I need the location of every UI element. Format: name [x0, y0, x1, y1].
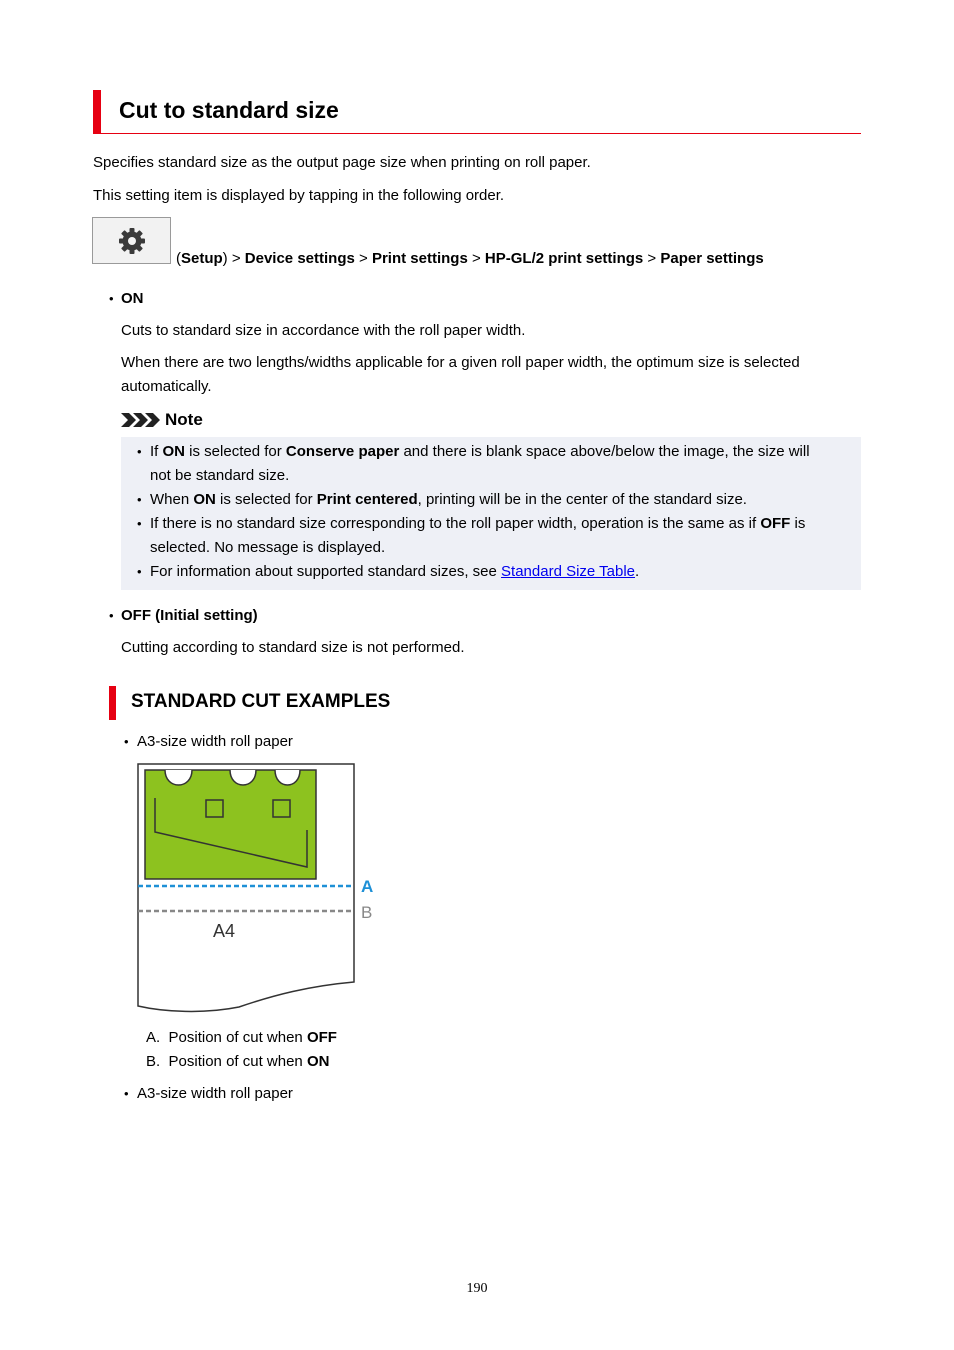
path-hpgl2-settings: HP-GL/2 print settings [484, 250, 644, 267]
path-paper-settings: Paper settings [660, 250, 764, 267]
path-setup: Setup [181, 250, 223, 267]
path-device-settings: Device settings [244, 250, 355, 267]
bullet: • [137, 516, 142, 531]
legend-b: B. Position of cut when ON [146, 1053, 330, 1070]
intro-line-2: This setting item is displayed by tapping in the following order. [93, 187, 505, 204]
note-item-3-cont: selected. No message is displayed. [150, 539, 386, 556]
page-title: Cut to standard size [119, 97, 339, 123]
example-item-1: A3-size width roll paper [137, 733, 293, 750]
settings-path: (Setup) > Device settings > Print settings > HP-GL/2 print settings > Paper settings [176, 250, 764, 267]
standard-size-table-link[interactable]: Standard Size Table [501, 563, 636, 580]
section-title: STANDARD CUT EXAMPLES [131, 691, 391, 712]
bullet: • [109, 291, 114, 306]
bullet: • [124, 734, 129, 749]
note-item-3: If there is no standard size corresponding to the roll paper width, operation is the same as if OFF is [150, 515, 806, 532]
option-on-desc-2b: automatically. [121, 378, 212, 395]
note-item-4: For information about supported standard sizes, see Standard Size Table. [150, 563, 640, 580]
note-item-1: If ON is selected for Conserve paper and there is blank space above/below the image, the size will [150, 443, 810, 460]
path-print-settings: Print settings [371, 250, 468, 267]
section-accent-bar [109, 686, 116, 720]
cut-example-figure [134, 760, 384, 1016]
note-item-1-cont: not be standard size. [150, 467, 290, 484]
bullet: • [124, 1086, 129, 1101]
bullet: • [137, 564, 142, 579]
bullet: • [137, 492, 142, 507]
note-chevrons-icon [121, 411, 161, 429]
option-off-desc: Cutting according to standard size is not performed. [121, 639, 465, 656]
label-b: B [361, 903, 373, 922]
intro-line-1: Specifies standard size as the output page size when printing on roll paper. [93, 154, 591, 171]
bullet: • [137, 444, 142, 459]
setup-button[interactable] [92, 217, 171, 264]
page-number: 190 [466, 1281, 488, 1296]
label-a: A [361, 877, 374, 896]
heading-underline [101, 133, 861, 134]
legend-a: A. Position of cut when OFF [146, 1029, 337, 1046]
heading-accent-bar [93, 90, 101, 134]
option-off-label: OFF (Initial setting) [121, 607, 258, 624]
option-on-desc-2a: When there are two lengths/widths applicable for a given roll paper width, the optimum size is selected [121, 354, 800, 371]
bullet: • [109, 608, 114, 623]
gear-icon [117, 226, 147, 256]
note-item-2: When ON is selected for Print centered, printing will be in the center of the standard size. [150, 491, 747, 508]
note-title: Note [121, 410, 203, 430]
option-on-desc-1: Cuts to standard size in accordance with the roll paper width. [121, 322, 526, 339]
size-label-a4: A4 [213, 921, 236, 941]
example-item-2: A3-size width roll paper [137, 1085, 293, 1102]
option-on-label: ON [121, 290, 144, 307]
